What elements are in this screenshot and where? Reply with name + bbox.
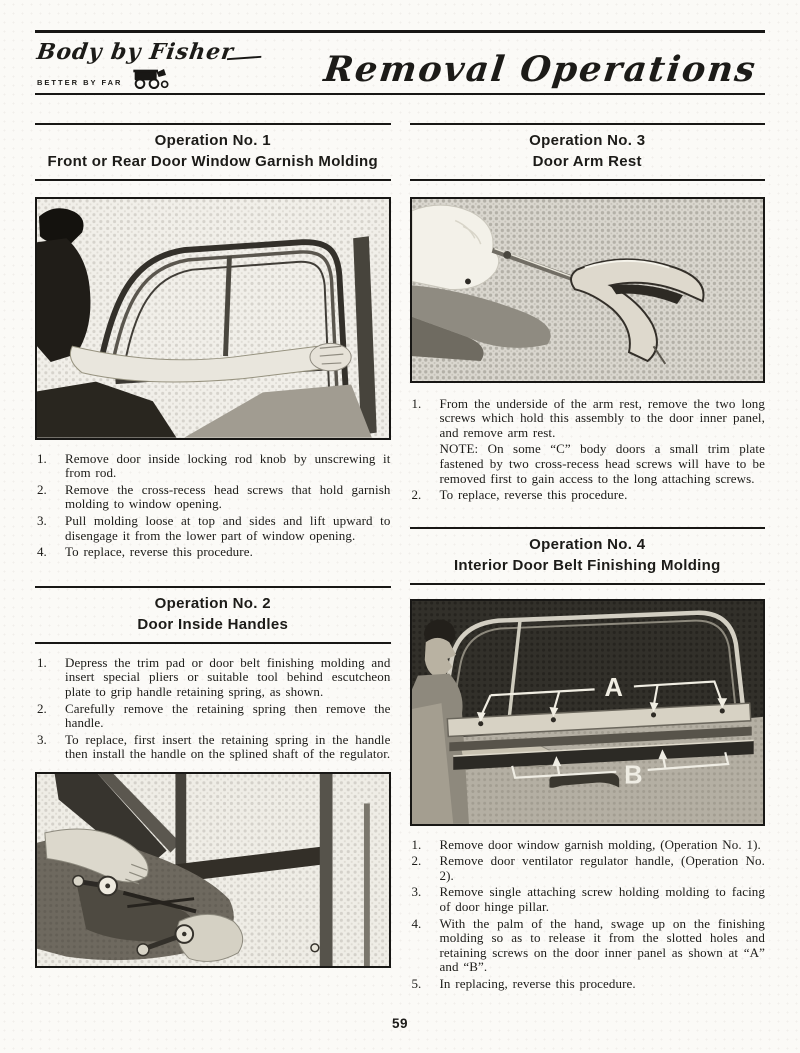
step-text: In replacing, reverse this procedure. xyxy=(439,976,636,992)
step-number: 1. xyxy=(411,395,422,411)
op4-step-4 xyxy=(410,917,766,975)
step-text: To replace, reverse this procedure. xyxy=(65,544,253,560)
step-number: 1. xyxy=(411,836,422,852)
operation-4-title-line2: Interior Door Belt Finishing Molding xyxy=(453,556,721,574)
op4-step-2 xyxy=(410,854,766,883)
operation-3-title-line2: Door Arm Rest xyxy=(532,153,642,170)
step-number: 2. xyxy=(37,700,47,716)
op1-step-2 xyxy=(35,483,391,512)
fisher-logo-tagline: BETTER BY FAR xyxy=(37,78,123,87)
operation-2-title-line1: Operation No. 2 xyxy=(154,594,271,612)
fisher-logo-script: Body by Fisher xyxy=(35,39,236,65)
op3-step-1-note xyxy=(410,442,766,486)
operation-2-title-line2: Door Inside Handles xyxy=(137,615,289,633)
step-text: To replace, first insert the retaining spring in the handle then install the handle on the splined shaft of the regulator. xyxy=(65,731,391,762)
step-text: Carefully remove the retaining spring then remove the handle. xyxy=(65,700,391,731)
op3-step-1 xyxy=(410,397,766,441)
header-bottom-rule xyxy=(35,93,765,95)
op2-step-3 xyxy=(35,733,391,762)
step-number: 1. xyxy=(37,654,47,670)
belt-molding-photo-illustration xyxy=(412,601,764,824)
arm-rest-photo-illustration xyxy=(412,199,764,381)
operation-2 xyxy=(35,586,391,969)
operation-2-steps xyxy=(35,656,391,762)
operation-4-title xyxy=(410,527,766,585)
step-text: Remove the cross-recess head screws that hold garnish molding to window opening. xyxy=(65,481,391,512)
garnish-molding-photo-illustration xyxy=(37,199,389,438)
left-column xyxy=(35,123,391,994)
step-number xyxy=(410,442,440,486)
page-number: 59 xyxy=(391,1016,409,1031)
operation-2-photo xyxy=(35,772,391,968)
step-number: 3. xyxy=(411,884,422,900)
operation-1 xyxy=(35,123,391,560)
inside-handle-photo-illustration xyxy=(37,774,389,966)
step-text: To replace, reverse this procedure. xyxy=(439,487,628,503)
page-title: Removal Operations xyxy=(322,49,760,90)
page-header xyxy=(35,30,765,95)
step-text: From the underside of the arm rest, remove the two long screws which hold this assembly to the door inner panel, and remove arm rest. xyxy=(439,395,765,440)
operation-1-title xyxy=(35,123,391,181)
operation-4-steps xyxy=(410,838,766,992)
figure-label-a: A xyxy=(603,674,623,703)
step-text: Depress the trim pad or door belt finishing molding and insert special pliers or suitable tool behind escutcheon plate to grip handle retaining spring, as shown. xyxy=(65,654,391,699)
step-number: 2. xyxy=(411,853,422,869)
step-number: 5. xyxy=(411,976,422,992)
operation-3-title xyxy=(410,123,766,181)
step-text: Remove door ventilator regulator handle, (Operation No. 2). xyxy=(439,853,765,883)
op1-step-3 xyxy=(35,514,391,543)
fisher-logo xyxy=(37,39,234,89)
step-number: 2. xyxy=(37,481,47,497)
step-number: 2. xyxy=(411,487,422,503)
op1-step-1 xyxy=(35,452,391,481)
operation-4-title-line1: Operation No. 4 xyxy=(529,535,646,553)
operation-3-photo xyxy=(410,197,766,383)
operation-2-title xyxy=(35,586,391,644)
operation-1-title-line2: Front or Rear Door Window Garnish Molding xyxy=(47,153,378,170)
step-number: 1. xyxy=(37,450,47,466)
step-number: 4. xyxy=(411,915,422,931)
right-column xyxy=(410,123,766,994)
operation-1-photo xyxy=(35,197,391,440)
op1-step-4 xyxy=(35,545,391,560)
operation-4-photo xyxy=(410,599,766,826)
step-note-text: NOTE: On some “C” body doors a small trim plate fastened by two cross-recess head screws will have to be removed first to gain access to the long attaching screws. xyxy=(439,441,765,486)
operation-1-title-line1: Operation No. 1 xyxy=(154,132,271,149)
operation-1-steps xyxy=(35,452,391,560)
operation-4 xyxy=(410,527,766,992)
op3-step-2 xyxy=(410,488,766,503)
step-text: Pull molding loose at top and sides and lift upward to disengage it from the lower part of window opening. xyxy=(65,512,391,543)
step-text: Remove single attaching screw holding molding to facing of door hinge pillar. xyxy=(439,884,765,915)
step-number: 3. xyxy=(37,731,47,747)
op4-step-3 xyxy=(410,885,766,914)
figure-label-b: B xyxy=(623,761,643,790)
operation-3-title-line1: Operation No. 3 xyxy=(529,132,646,149)
operation-3 xyxy=(410,123,766,503)
op2-step-1 xyxy=(35,656,391,700)
operation-3-steps xyxy=(410,397,766,503)
op4-step-1 xyxy=(410,838,766,853)
step-number: 4. xyxy=(37,544,47,560)
step-text: Remove door window garnish molding, (Operation No. 1). xyxy=(439,836,761,852)
op4-step-5 xyxy=(410,977,766,992)
step-number: 3. xyxy=(37,512,47,528)
op2-step-2 xyxy=(35,702,391,731)
step-text: Remove door inside locking rod knob by unscrewing it from rod. xyxy=(65,450,391,481)
fisher-coach-icon xyxy=(130,67,170,89)
step-text: With the palm of the hand, swage up on the finishing molding so as to release it from the slotted holes and retaining screws on the door inner panel as shown at “A” and “B”. xyxy=(439,915,765,975)
